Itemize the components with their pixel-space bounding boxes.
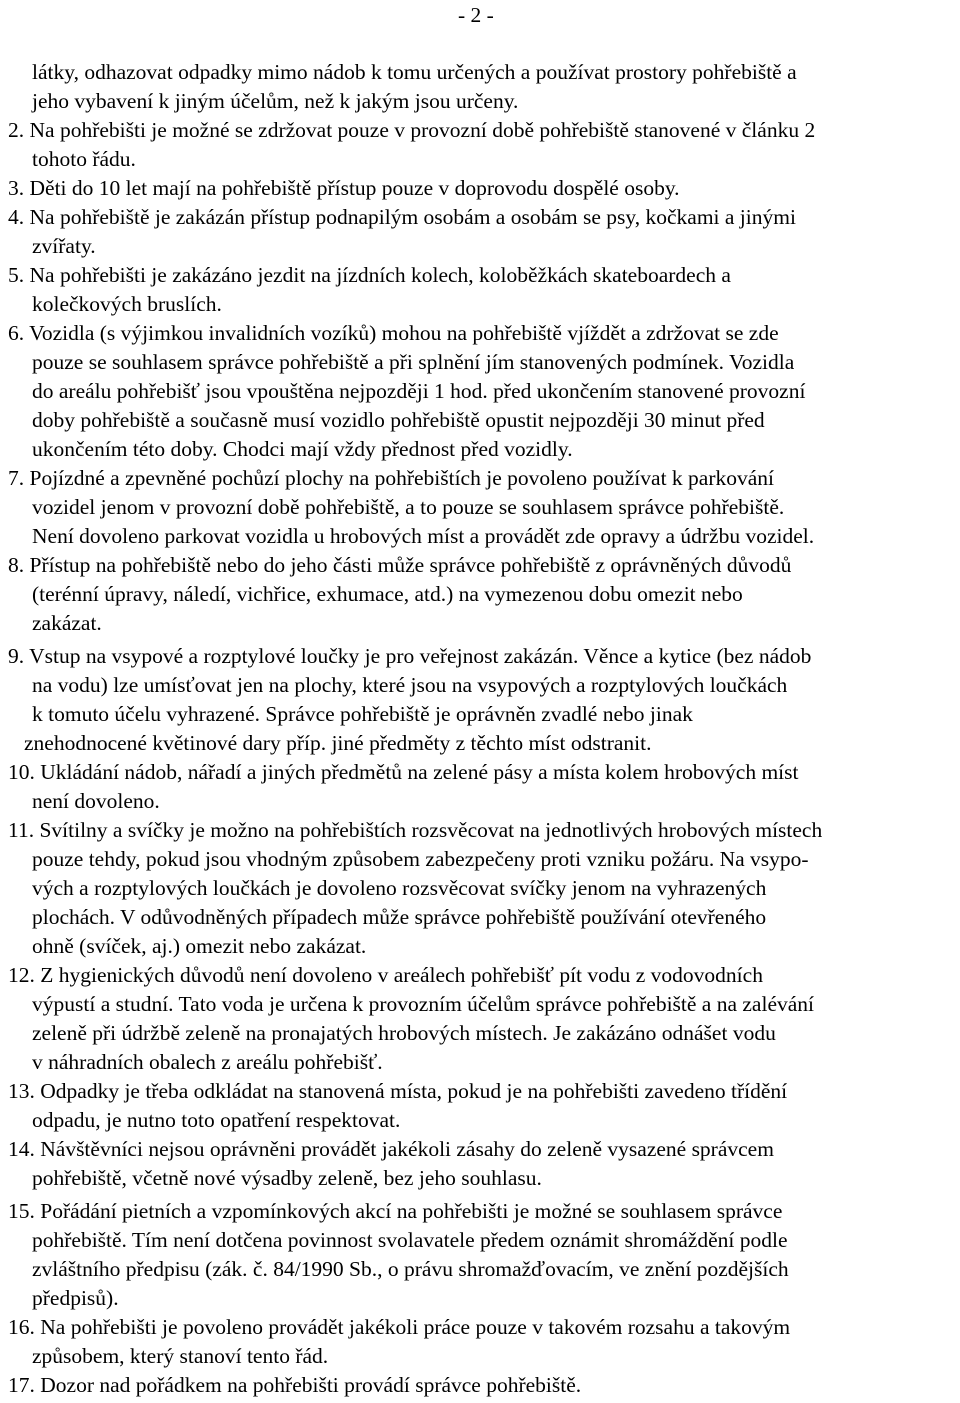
text-line — [32, 348, 794, 376]
text-line-content: 16. Na pohřebišti je povoleno provádět jakékoli práce pouze v takovém rozsahu a takovým — [8, 1315, 791, 1339]
text-line — [32, 787, 160, 815]
text-line-content: 17. Dozor nad pořádkem na pohřebišti provádí správce pohřebiště. — [8, 1373, 582, 1397]
text-line-content: (terénní úpravy, náledí, vichřice, exhumace, atd.) na vymezenou dobu omezit nebo — [32, 582, 743, 606]
text-line-content: látky, odhazovat odpadky mimo nádob k tomu určených a používat prostory pohřebiště a — [32, 60, 797, 84]
text-line — [8, 116, 815, 144]
text-line-content: zvláštního předpisu (zák. č. 84/1990 Sb., o právu shromažďovacím, ve znění pozdějších — [32, 1257, 789, 1281]
text-line — [8, 1371, 581, 1399]
text-line — [32, 1048, 383, 1076]
page-number: - 2 - — [458, 3, 494, 27]
text-line-content: ukončením této doby. Chodci mají vždy přednost před vozidly. — [32, 437, 573, 461]
text-line-content: k tomuto účelu vyhrazené. Správce pohřebiště je oprávněn zvadlé nebo jinak — [32, 702, 693, 726]
text-line — [8, 816, 822, 844]
text-line — [32, 903, 766, 931]
text-line — [8, 1135, 774, 1163]
text-line — [32, 671, 787, 699]
text-line-content: výpustí a studní. Tato voda je určena k provozním účelům správce pohřebiště a na zalévání — [32, 992, 814, 1016]
text-line-content: jeho vybavení k jiným účelům, než k jakým jsou určeny. — [32, 89, 519, 113]
text-line — [8, 961, 763, 989]
text-line-content: vých a rozptylových loučkách je dovoleno rozsvěcovat svíčky jenom na vyhrazených — [32, 876, 767, 900]
text-line — [32, 1106, 400, 1134]
text-line — [32, 609, 102, 637]
text-line — [32, 232, 96, 260]
text-line — [32, 1255, 789, 1283]
text-line-content: 14. Návštěvníci nejsou oprávněni provádět jakékoli zásahy do zeleně vysazené správcem — [8, 1137, 774, 1161]
text-line-content: 8. Přístup na pohřebiště nebo do jeho části může správce pohřebiště z oprávněných důvodů — [8, 553, 792, 577]
text-line — [32, 58, 797, 86]
text-line — [32, 493, 784, 521]
text-line — [32, 1284, 119, 1312]
text-line-content: vozidel jenom v provozní době pohřebiště, a to pouze se souhlasem správce pohřebiště. — [32, 495, 785, 519]
text-line-content: odpadu, je nutno toto opatření respektovat. — [32, 1108, 401, 1132]
text-line-content: pohřebiště. Tím není dotčena povinnost svolavatele předem oznámit shromáždění podle — [32, 1228, 788, 1252]
text-line — [8, 203, 796, 231]
text-line-content: pouze tehdy, pokud jsou vhodným způsobem zabezpečeny proti vzniku požáru. Na vsypo- — [32, 847, 809, 871]
text-line-content: 6. Vozidla (s výjimkou invalidních vozíků) mohou na pohřebiště vjíždět a zdržovat se zde — [8, 321, 779, 345]
text-line-content: 11. Svítilny a svíčky je možno na pohřebištích rozsvěcovat na jednotlivých hrobových místech — [8, 818, 823, 842]
text-line-content: do areálu pohřebišť jsou vpouštěna nejpozději 1 hod. před ukončením stanovené provozní — [32, 379, 806, 403]
text-line-content: pohřebiště, včetně nové výsadby zeleně, bez jeho souhlasu. — [32, 1166, 542, 1190]
text-line — [32, 435, 573, 463]
text-line-content: 15. Pořádání pietních a vzpomínkových akcí na pohřebišti je možné se souhlasem správce — [8, 1199, 783, 1223]
text-line — [8, 758, 799, 786]
text-line-content: doby pohřebiště a současně musí vozidlo pohřebiště opustit nejpozději 30 minut před — [32, 408, 765, 432]
text-line — [32, 145, 136, 173]
text-line-content: 5. Na pohřebišti je zakázáno jezdit na jízdních kolech, koloběžkách skateboardech a — [8, 263, 731, 287]
text-line — [32, 1019, 776, 1047]
text-line-content: Není dovoleno parkovat vozidla u hrobových míst a provádět zde opravy a údržbu vozidel. — [32, 524, 815, 548]
text-line — [32, 87, 518, 115]
text-line — [8, 464, 774, 492]
text-line — [32, 874, 766, 902]
text-line — [32, 932, 366, 960]
text-line — [32, 1342, 328, 1370]
text-line-content: 10. Ukládání nádob, nářadí a jiných předmětů na zelené pásy a místa kolem hrobových míst — [8, 760, 799, 784]
text-line-content: 7. Pojízdné a zpevněné pochůzí plochy na pohřebištích je povoleno používat k parkování — [8, 466, 775, 490]
text-line-content: zakázat. — [32, 611, 102, 635]
text-line — [24, 729, 652, 757]
text-line — [32, 406, 765, 434]
text-line-content: na vodu) lze umísťovat jen na plochy, které jsou na vsypových a rozptylových loučkách — [32, 673, 788, 697]
text-line-content: 13. Odpadky je třeba odkládat na stanovená místa, pokud je na pohřebišti zavedeno třídění — [8, 1079, 788, 1103]
text-line — [32, 990, 814, 1018]
text-line — [32, 290, 222, 318]
text-line-content: plochách. V odůvodněných případech může správce pohřebiště používání otevřeného — [32, 905, 767, 929]
text-line-content: 3. Děti do 10 let mají na pohřebiště přístup pouze v doprovodu dospělé osoby. — [8, 176, 680, 200]
text-line — [8, 1313, 790, 1341]
text-line-content: ohně (svíček, aj.) omezit nebo zakázat. — [32, 934, 367, 958]
text-line-content: způsobem, který stanoví tento řád. — [32, 1344, 329, 1368]
text-line-content: v náhradních obalech z areálu pohřebišť. — [32, 1050, 383, 1074]
text-line — [8, 642, 811, 670]
text-line-content: pouze se souhlasem správce pohřebiště a při splnění jím stanovených podmínek. Vozidla — [32, 350, 795, 374]
text-line-content: 2. Na pohřebišti je možné se zdržovat pouze v provozní době pohřebiště stanovené v článku 2 — [8, 118, 816, 142]
text-line — [8, 551, 791, 579]
text-line — [32, 1226, 787, 1254]
text-line — [8, 1077, 787, 1105]
text-line-content: předpisů). — [32, 1286, 119, 1310]
text-line-content: není dovoleno. — [32, 789, 160, 813]
text-line — [32, 700, 693, 728]
text-line-content: 12. Z hygienických důvodů není dovoleno v areálech pohřebišť pít vodu z vodovodních — [8, 963, 763, 987]
text-line — [32, 377, 805, 405]
text-line-content: 9. Vstup na vsypové a rozptylové loučky je pro veřejnost zakázán. Věnce a kytice (bez nádob — [8, 644, 812, 668]
text-line — [8, 261, 731, 289]
text-line — [32, 580, 743, 608]
text-line-content: znehodnocené květinové dary příp. jiné předměty z těchto míst odstranit. — [24, 731, 652, 755]
text-line — [8, 319, 779, 347]
text-line — [32, 1164, 542, 1192]
text-line-content: tohoto řádu. — [32, 147, 136, 171]
text-line-content: 4. Na pohřebiště je zakázán přístup podnapilým osobám a osobám se psy, kočkami a jinými — [8, 205, 796, 229]
text-line-content: zvířaty. — [32, 234, 96, 258]
text-line — [8, 174, 680, 202]
text-line — [32, 845, 809, 873]
text-line-content: zeleně při údržbě zeleně na pronajatých hrobových místech. Je zakázáno odnášet vodu — [32, 1021, 776, 1045]
text-line-content: kolečkových bruslích. — [32, 292, 222, 316]
text-line — [8, 1197, 782, 1225]
text-line — [32, 522, 814, 550]
